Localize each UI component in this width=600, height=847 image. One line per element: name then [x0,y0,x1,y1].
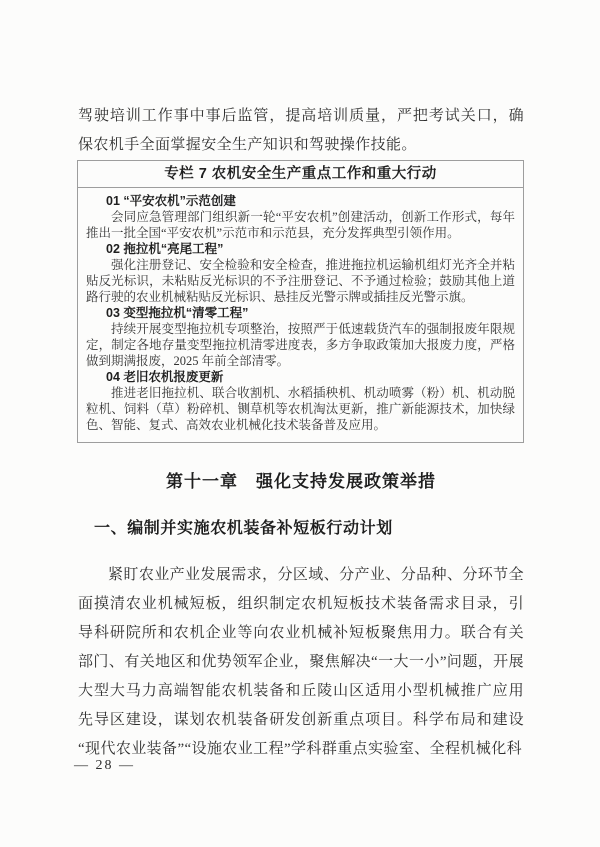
chapter-title: 第十一章 强化支持发展政策举措 [166,472,436,491]
column-box-title: 专栏 7 农机安全生产重点工作和重大行动 [78,161,523,188]
column-item-3-heading: 03 变型拖拉机“清零工程” [106,306,249,320]
body-paragraph: 紧盯农业产业发展需求，分区域、分产业、分品种、分环节全面摸清农业机械短板，组织制定农机短板技术装备需求目录，引导科研院所和农机企业等向农业机械补短板聚焦用力。联合有关部门、有关地区和优势领军企业，聚焦解决“一大一小”问题，开展大型大马力高端智能农机装备和丘陵山区适用小型机械推广应用先导区建设，谋划农机装备研发创新重点项目。科学布局和建设“现代农业装备”“设施农业工程”学科群重点实验室、全程机械化科 [78,567,524,757]
column-item-2-body: 强化注册登记、安全检验和安全检查，推进拖拉机运输机组灯光齐全并粘贴反光标识，未粘贴反光标识的不予注册登记、不予通过检验；鼓励其他上道路行驶的农业机械粘贴反光标识、悬挂反光警示牌或插挂反光警示旗。 [86,258,515,304]
section-title: 一、编制并实施农机装备补短板行动计划 [94,520,393,537]
column-item-1-heading: 01 “平安农机”示范创建 [106,194,236,208]
column-box-body [78,188,523,442]
column-item-2-heading: 02 拖拉机“亮尾工程” [106,242,224,256]
intro-paragraph: 驾驶培训工作事中事后监管，提高培训质量，严把考试关口，确保农机手全面掌握安全生产知识和驾驶操作技能。 [78,108,524,153]
column-item-1-body: 会同应急管理部门组织新一轮“平安农机”创建活动，创新工作形式，每年推出一批全国“平安农机”示范市和示范县，充分发挥典型引领作用。 [86,210,515,240]
column-item-4-heading: 04 老旧农机报废更新 [106,370,224,384]
page-number: — 28 — [74,758,135,773]
column-box [77,160,524,443]
column-item-4-body: 推进老旧拖拉机、联合收割机、水稻插秧机、机动喷雾（粉）机、机动脱粒机、饲料（草）粉碎机、铡草机等农机淘汰更新，推广新能源技术，加快绿色、智能、复式、高效农业机械化技术装备普及应用。 [86,386,515,432]
column-item-3-body: 持续开展变型拖拉机专项整治，按照严于低速载货汽车的强制报废年限规定，制定各地存量变型拖拉机清零进度表，多方争取政策加大报废力度，严格做到期满报废，2025 年前全部清零。 [86,322,515,368]
